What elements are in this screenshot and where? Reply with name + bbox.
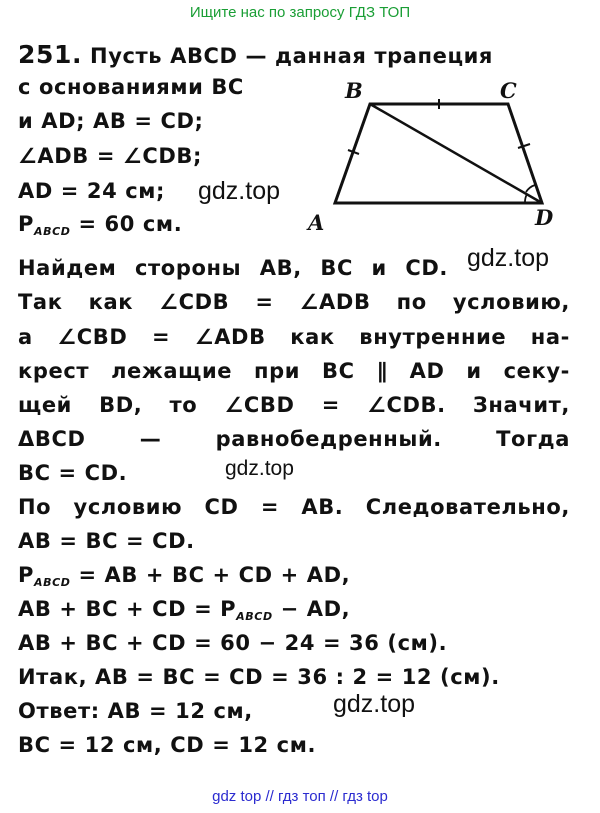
problem-line-3: и AD; AB = CD; xyxy=(18,109,204,133)
solution-line-3: а ∠CBD = ∠ADB как внутренние на- xyxy=(18,325,570,349)
solution-line-2: Так как ∠CDB = ∠ADB по условию, xyxy=(18,290,570,314)
watermark-3: gdz.top xyxy=(225,457,294,480)
perimeter-symbol: P xyxy=(18,212,34,236)
watermark-1: gdz.top xyxy=(198,177,281,205)
vertex-label-d: D xyxy=(535,205,554,230)
sum-equation-right: − AD, xyxy=(280,597,351,621)
problem-line-5: AD = 24 см; xyxy=(18,179,166,203)
vertex-label-c: C xyxy=(500,78,517,103)
vertex-label-b: B xyxy=(345,78,363,103)
solution-line-10 xyxy=(18,563,350,589)
footer-links: gdz top // гдз топ // гдз top xyxy=(212,788,388,805)
solution-line-6: ΔBCD — равнобедренный. Тогда xyxy=(18,427,570,451)
watermark-4: gdz.top xyxy=(333,690,416,718)
solution-line-13: Итак, AB = BC = CD = 36 : 2 = 12 (см). xyxy=(18,665,500,689)
diagonal-bd xyxy=(370,104,542,203)
answer-line-2: BC = 12 см, CD = 12 см. xyxy=(18,733,317,757)
solution-line-9: AB = BC = CD. xyxy=(18,529,195,553)
angle-arc-cdb xyxy=(526,185,535,192)
solution-line-4: крест лежащие при BC ∥ AD и секу- xyxy=(18,359,570,383)
perimeter-value: = 60 см. xyxy=(78,212,183,236)
solution-line-8: По условию CD = AB. Следовательно, xyxy=(18,495,570,519)
answer-line-1: Ответ: AB = 12 см, xyxy=(18,699,253,723)
solution-line-1: Найдем стороны AB, BC и CD. xyxy=(18,256,448,280)
problem-number: 251. xyxy=(18,40,83,69)
watermark-2: gdz.top xyxy=(467,244,550,272)
problem-line-1 xyxy=(18,40,493,69)
perimeter-sum: = AB + BC + CD + AD, xyxy=(78,563,351,587)
problem-line-4: ∠ADB = ∠CDB; xyxy=(18,144,203,168)
sum-equation-left: AB + BC + CD = P xyxy=(18,597,237,621)
problem-text-1: Пусть ABCD — данная трапеция xyxy=(90,44,494,68)
vertex-label-a: A xyxy=(308,210,325,235)
solution-line-5: щей BD, то ∠CBD = ∠CDB. Значит, xyxy=(18,393,570,417)
problem-line-6 xyxy=(18,212,182,238)
perimeter-subscript-3: ABCD xyxy=(236,610,273,623)
solution-line-12: AB + BC + CD = 60 − 24 = 36 (см). xyxy=(18,631,448,655)
trapezoid-outline xyxy=(335,104,542,203)
problem-line-2: с основаниями BC xyxy=(18,75,244,99)
perimeter-symbol-2: P xyxy=(18,563,34,587)
perimeter-subscript-2: ABCD xyxy=(34,576,71,589)
perimeter-subscript: ABCD xyxy=(34,225,71,238)
solution-line-11 xyxy=(18,597,350,623)
solution-line-7: BC = CD. xyxy=(18,461,128,485)
header-search-hint: Ищите нас по запросу ГДЗ ТОП xyxy=(189,4,411,21)
trapezoid-figure xyxy=(310,82,570,232)
